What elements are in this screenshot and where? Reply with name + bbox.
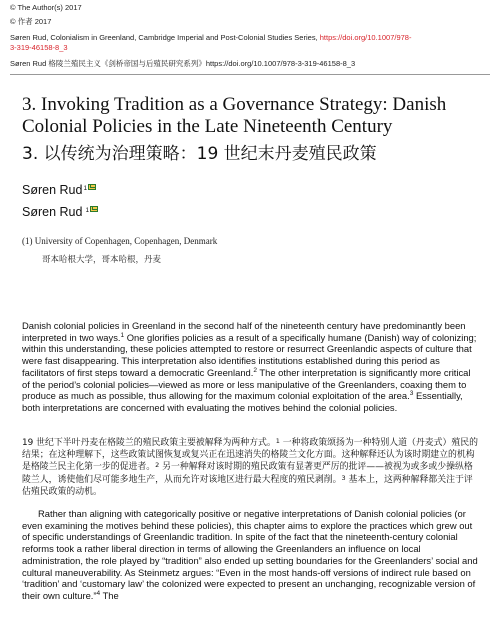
text-run: Essentially, both interpretations are concerned with evaluating the motives behind the colonial policies. [22, 390, 463, 413]
author-affiliation-mark: 1 [83, 185, 88, 192]
author-1[interactable] [22, 183, 96, 197]
chapter-title-zh: 3. 以传统为治理策略：19 世纪末丹麦殖民政策 [22, 144, 377, 164]
doi-link-continued[interactable]: 3-319-46158-8_3 [10, 43, 68, 52]
author-affiliation-mark: 1 [85, 207, 90, 214]
chapter-title-en-line2: Colonial Policies in the Late Nineteenth Century [22, 116, 393, 137]
footnote-ref-2[interactable]: 2 [253, 366, 257, 374]
copyright-zh: © 作者 2017 [10, 17, 52, 26]
email-icon[interactable] [88, 184, 96, 190]
footnote-ref-1[interactable]: 1 [275, 437, 280, 445]
author-name: Søren Rud [22, 205, 83, 219]
author-name: Søren Rud [22, 183, 83, 197]
text-run: 一种将政策颂扬为一种特别人道（丹麦式）殖民的结果；在这种理解下，这些政策试图恢复或复兴正在迅速消失的格陵兰文化方面。这种解释还认为该时期建立的机构是格陵兰民主化第一步的促进者。 [22, 438, 478, 473]
affiliation-en: (1) University of Copenhagen, Copenhagen, Denmark [22, 236, 218, 246]
text-run: Danish colonial policies in Greenland in the second half of the nineteenth century have predominantly been interpreted in two ways. [22, 320, 466, 343]
citation-en-text: Søren Rud, Colonialism in Greenland, Cambridge Imperial and Post-Colonial Studies Series, [10, 33, 320, 42]
chapter-title-en [22, 94, 492, 138]
text-run: 基本上，这两种解释都关注于评估殖民政策的动机。 [22, 474, 473, 497]
footnote-ref-4[interactable]: 4 [96, 589, 101, 597]
affiliation-zh: 哥本哈根大学，哥本哈根，丹麦 [42, 255, 162, 265]
copyright-en: © The Author(s) 2017 [10, 3, 82, 12]
text-run: The other interpretation is significantly more critical of the period’s colonial policies—viewed as more or less manipulative of the Greenlanders, coaxing them to produce as much as possible, thus allowing for the maximum colonial exploitation of the area. [22, 366, 471, 402]
footnote-ref-1[interactable]: 1 [120, 331, 125, 339]
citation-zh: Søren Rud 格陵兰殖民主义《剑桥帝国与后殖民研究系列》https://doi.org/10.1007/978-3-319-46158-8_3 [10, 59, 356, 68]
citation-en-line2 [10, 43, 68, 53]
text-run: One glorifies policies as a result of a specifically humane (Danish) way of colonizing; within this understanding, these policies attempted to restore or resurrect Greenlandic aspects of culture that were fast disappearing. This interpretation also identifies institutions established during this period as facilitators of first steps toward a democratic Greenland. [22, 331, 477, 378]
body-paragraph-2 [22, 508, 480, 602]
body-paragraph-1-zh [22, 437, 480, 498]
footnote-ref-2[interactable]: 2 [155, 461, 160, 470]
footnote-ref-3[interactable]: 3 [341, 473, 346, 482]
body-paragraph-1 [22, 320, 480, 414]
doi-link[interactable]: https://doi.org/10.1007/978- [319, 33, 412, 42]
citation-en [10, 33, 411, 43]
text-run: 另一种解释对该时期的殖民政策有显著更严厉的批评——被视为或多或少操纵格陵兰人，诱使他们尽可能多地生产，从而允许对该地区进行最大程度的殖民剥削。 [22, 462, 473, 485]
chapter-title-en-line1: 3. Invoking Tradition as a Governance Strategy: Danish [22, 94, 447, 115]
email-icon[interactable] [90, 206, 98, 212]
footnote-ref-3[interactable]: 3 [409, 390, 414, 398]
header-divider [10, 74, 490, 75]
text-run: Rather than aligning with categorically positive or negative interpretations of Danish colonial policies (or even examining the motives behind these policies), this chapter aims to explore the practices which grew out of specific understandings of Greenlandic tradition. In spite of the fact that the nineteenth-century colonial reforms took a rather liberal direction in terms of allowing the Greenlanders an influence on local administration, the role played by “tradition” also ended up setting boundaries for the Greenlanders’ social and cultural maneuverability. As Steinmetz argues: “Even in the most hands-off versions of indirect rule based on ‘tradition’ and ‘customary law’ the colonized were expected to present an unchanging, recognizable version of their own culture.” [22, 508, 478, 601]
text-run: 19 世纪下半叶丹麦在格陵兰的殖民政策主要被解释为两种方式。 [22, 438, 276, 448]
text-run: The [100, 589, 119, 601]
author-2[interactable] [22, 205, 98, 219]
